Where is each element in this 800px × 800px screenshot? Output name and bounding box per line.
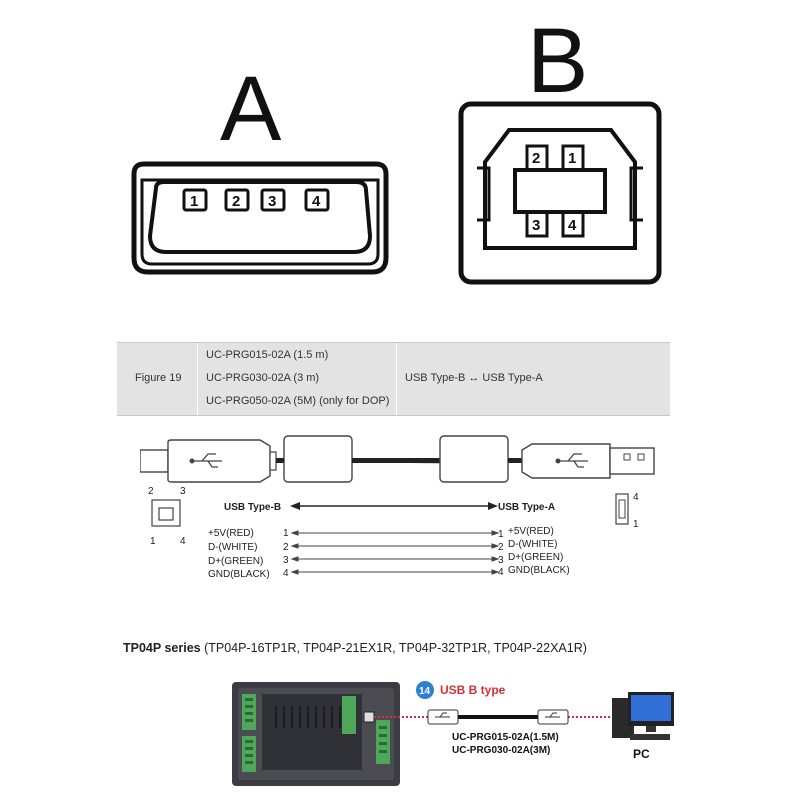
cable-description: USB Type-B ↔ USB Type-A [405, 372, 543, 384]
cable-wiring-diagram [140, 432, 660, 582]
right-pin-2: 2 [498, 542, 504, 553]
connector-a-letter: A [220, 58, 282, 160]
usb-type-a-label: USB Type-A [498, 502, 556, 513]
wire-lines [292, 531, 498, 574]
cable-model-1: UC-PRG015-02A(1.5M) [452, 732, 559, 743]
figure-label: Figure 19 [135, 372, 182, 384]
step-badge-number: 14 [419, 686, 431, 697]
cable-body [352, 458, 440, 463]
a-socket-pin-1: 1 [633, 519, 639, 530]
left-pin-2: 2 [283, 542, 289, 553]
usb-a-pin-2: 2 [232, 193, 241, 210]
usb-a-pin-4: 4 [312, 193, 321, 210]
b-socket-pin-2: 2 [148, 486, 154, 497]
usb-a-contacts [184, 190, 328, 210]
usb-a-plug-icon [522, 444, 654, 478]
usb-b-pin-2: 2 [532, 150, 541, 167]
device-connection-diagram [228, 674, 680, 788]
left-pin-4: 4 [283, 568, 289, 579]
usb-a-socket-icon [616, 494, 628, 524]
right-pin-4: 4 [498, 567, 504, 578]
figure-cell [117, 343, 198, 415]
left-pin-1: 1 [283, 528, 289, 539]
cable-spec-table [117, 342, 670, 416]
models-cell [198, 343, 397, 415]
left-signal-2: D-(WHITE) [208, 542, 258, 553]
usb-cable-icon [428, 710, 568, 724]
right-pin-1: 1 [498, 529, 504, 540]
series-models: (TP04P-16TP1R, TP04P-21EX1R, TP04P-32TP1R, TP04P-22XA1R) [200, 641, 587, 655]
usb-type-b-label: USB Type-B [224, 502, 282, 513]
b-socket-pin-4: 4 [180, 536, 186, 547]
pc-label: PC [633, 747, 650, 761]
connector-b-letter: B [527, 10, 589, 112]
model-1: UC-PRG015-02A (1.5 m) [206, 349, 329, 361]
pc-icon [612, 692, 674, 740]
model-3: UC-PRG050-02A (5M) (only for DOP) [206, 395, 390, 407]
usb-b-type-label: USB B type [440, 683, 506, 697]
cable-model-2: UC-PRG030-02A(3M) [452, 745, 551, 756]
series-name: TP04P series [123, 641, 201, 655]
right-signal-1: +5V(RED) [508, 526, 554, 537]
usb-a-pin-3: 3 [268, 193, 277, 210]
right-pin-3: 3 [498, 555, 504, 566]
left-pin-3: 3 [283, 555, 289, 566]
left-signal-1: +5V(RED) [208, 528, 254, 539]
left-signal-4: GND(BLACK) [208, 569, 270, 580]
b-socket-pin-1: 1 [150, 536, 156, 547]
right-signal-3: D+(GREEN) [508, 552, 564, 563]
usb-b-pin-3: 3 [532, 217, 541, 234]
usb-b-socket-icon [152, 500, 180, 526]
usb-b-plug-icon [140, 440, 276, 482]
tp04p-device [232, 682, 400, 786]
left-signal-3: D+(GREEN) [208, 556, 264, 567]
usb-type-b-connector-drawing [455, 0, 670, 290]
usb-b-pin-4: 4 [568, 217, 577, 234]
model-2: UC-PRG030-02A (3 m) [206, 372, 320, 384]
right-signal-2: D-(WHITE) [508, 539, 558, 550]
right-signal-4: GND(BLACK) [508, 565, 570, 576]
ferrite-core-right [440, 436, 508, 482]
usb-b-pin-1: 1 [568, 150, 577, 167]
b-socket-pin-3: 3 [180, 486, 186, 497]
usb-a-pin-1: 1 [190, 193, 199, 210]
usb-type-a-connector-drawing [120, 40, 400, 290]
series-heading [123, 641, 587, 655]
ferrite-core-left [284, 436, 352, 482]
description-cell [397, 343, 670, 415]
a-socket-pin-4: 4 [633, 492, 639, 503]
